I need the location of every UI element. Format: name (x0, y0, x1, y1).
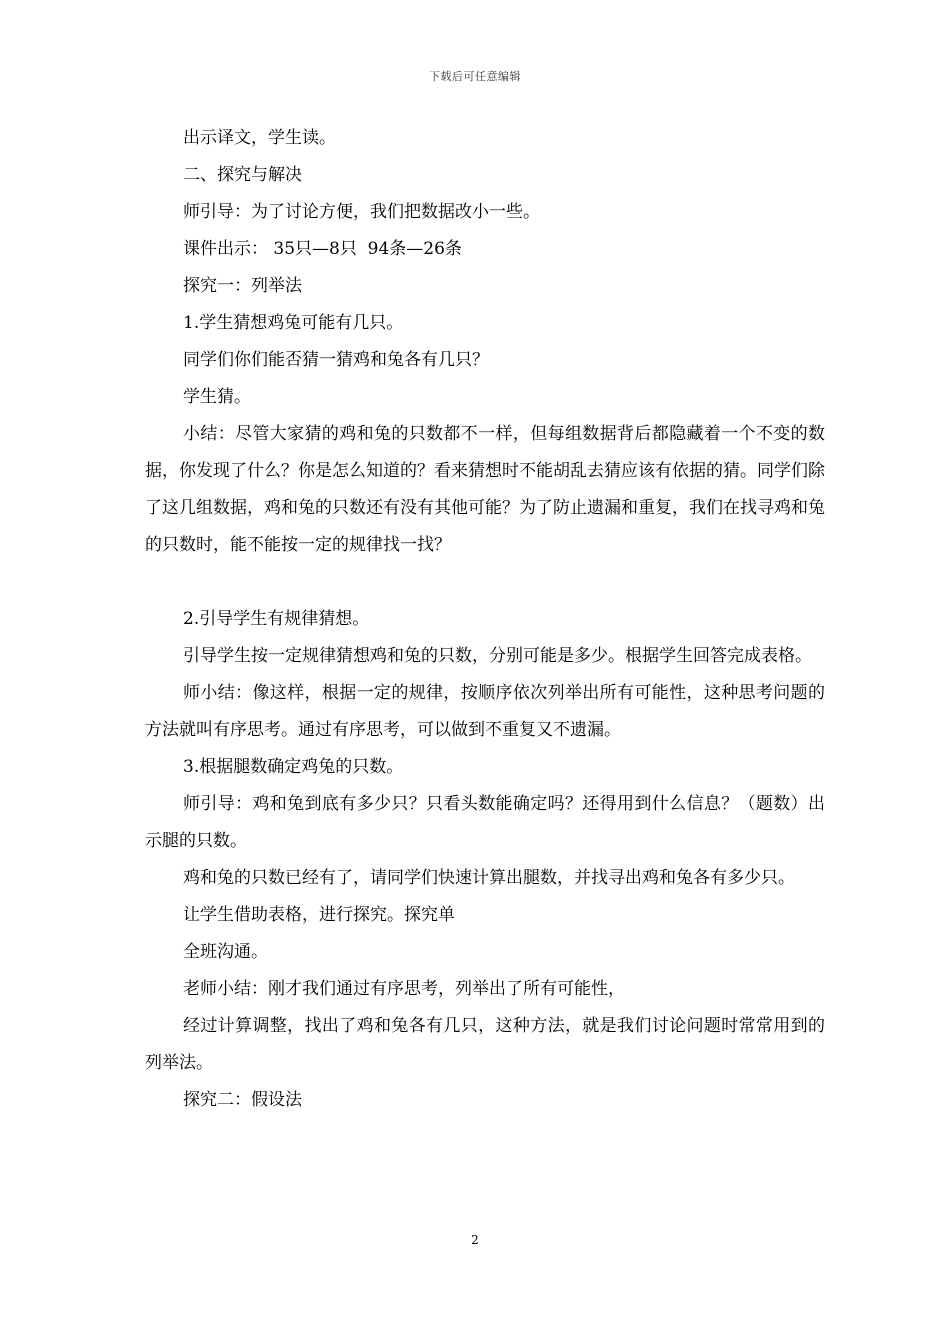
paragraph: 经过计算调整，找出了鸡和兔各有几只，这种方法，就是我们讨论问题时常常用到的列举法。 (145, 1016, 825, 1073)
section-heading: 探究一：列举法 (183, 276, 302, 296)
paragraph: 师引导：鸡和兔到底有多少只？只看头数能确定吗？还得用到什么信息？（题数）出示腿的只数。 (145, 794, 825, 851)
paragraph: 师引导：为了讨论方便，我们把数据改小一些。 (183, 202, 540, 222)
paragraph: 小结：尽管大家猜的鸡和兔的只数都不一样，但每组数据背后都隐藏着一个不变的数据，你发现了什么？你是怎么知道的？看来猜想时不能胡乱去猜应该有依据的猜。同学们除了这几组数据，鸡和兔的只数还有没有其他可能？为了防止遗漏和重复，我们在找寻鸡和兔的只数时，能不能按一定的规律找一找？ (145, 424, 825, 555)
document-body (145, 120, 825, 1119)
paragraph: 3.根据腿数确定鸡兔的只数。 (183, 757, 404, 777)
paragraph: 2.引导学生有规律猜想。 (183, 609, 370, 629)
paragraph: 全班沟通。 (183, 942, 268, 962)
paragraph: 师小结：像这样，根据一定的规律，按顺序依次列举出所有可能性，这种思考问题的方法就叫有序思考。通过有序思考，可以做到不重复又不遗漏。 (145, 683, 825, 740)
section-heading: 二、探究与解决 (183, 165, 302, 185)
paragraph: 学生猜。 (183, 387, 251, 407)
page-number: 2 (471, 1233, 479, 1247)
blank-line (145, 564, 825, 601)
section-heading: 探究二：假设法 (183, 1090, 302, 1110)
paragraph: 鸡和兔的只数已经有了，请同学们快速计算出腿数，并找寻出鸡和兔各有多少只。 (183, 868, 795, 888)
paragraph: 同学们你们能否猜一猜鸡和兔各有几只？ (183, 350, 489, 370)
paragraph: 课件出示： 35只—8只 94条—26条 (183, 239, 462, 259)
paragraph: 引导学生按一定规律猜想鸡和兔的只数，分别可能是多少。根据学生回答完成表格。 (183, 646, 812, 666)
paragraph: 1.学生猜想鸡兔可能有几只。 (183, 313, 404, 333)
paragraph: 老师小结：刚才我们通过有序思考，列举出了所有可能性， (183, 979, 625, 999)
paragraph: 让学生借助表格，进行探究。探究单 (183, 905, 455, 925)
page-header: 下载后可任意编辑 (429, 70, 521, 83)
paragraph: 出示译文，学生读。 (183, 128, 336, 148)
